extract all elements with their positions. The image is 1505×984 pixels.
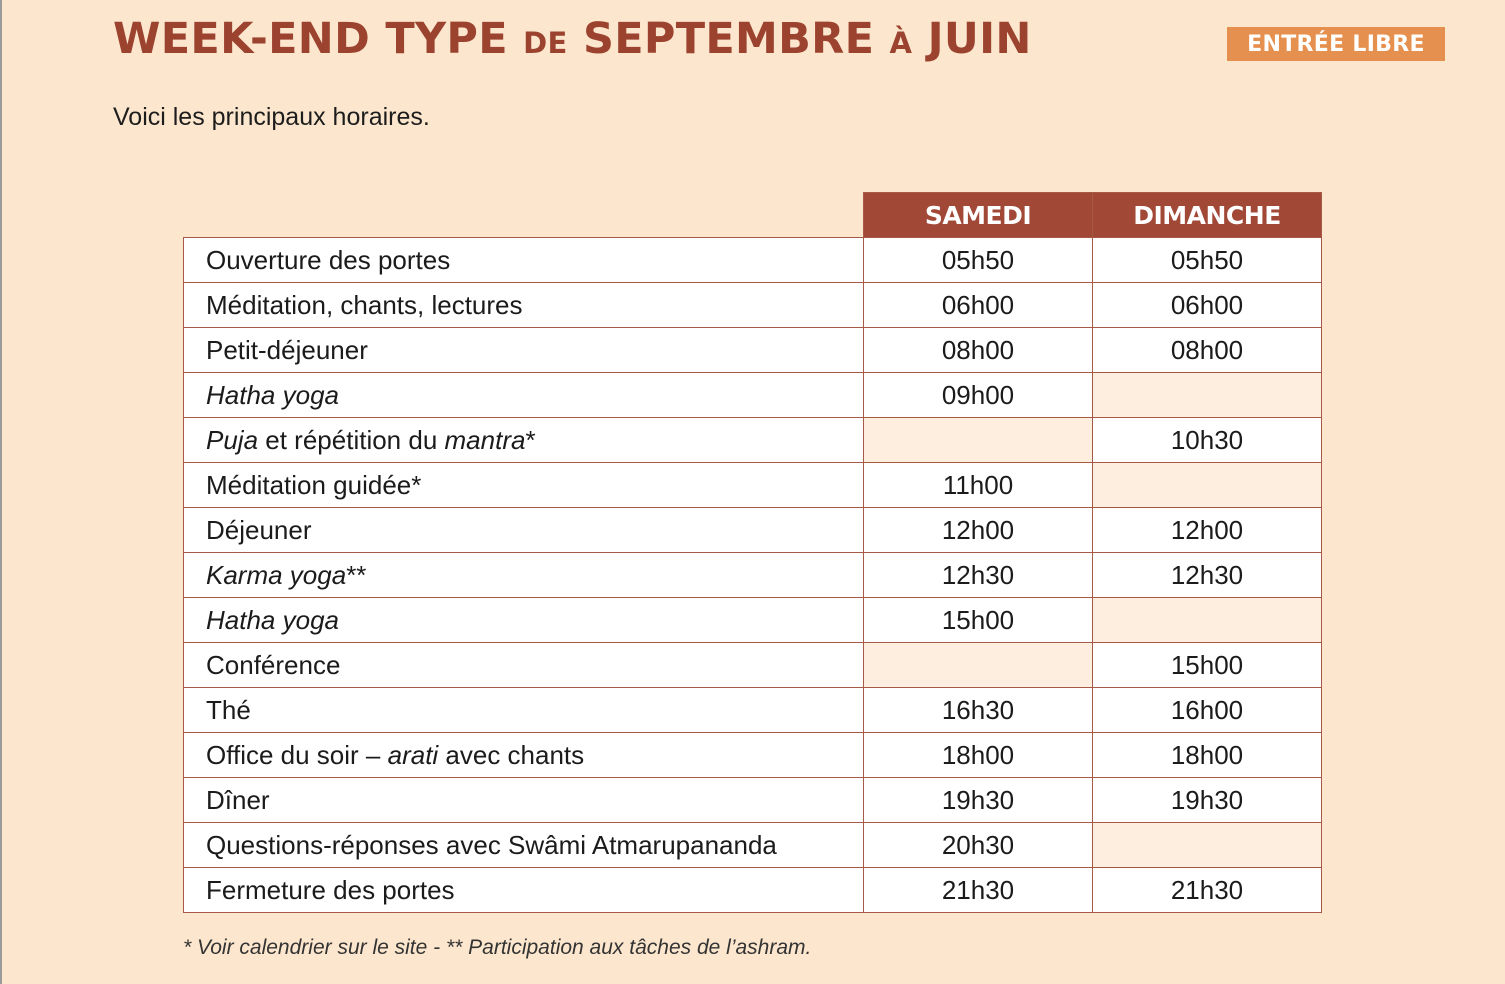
- schedule-table: [183, 192, 1322, 913]
- activity-text: Déjeuner: [206, 514, 312, 545]
- activity-text: Office du soir –: [206, 739, 388, 770]
- schedule-body: [184, 238, 1322, 913]
- sunday-time-cell: [1093, 598, 1322, 643]
- sunday-time-cell: 05h50: [1093, 238, 1322, 283]
- saturday-time-cell: 09h00: [864, 373, 1093, 418]
- activity-cell: [184, 643, 864, 688]
- page-edge: [0, 0, 2, 984]
- saturday-time-cell: 05h50: [864, 238, 1093, 283]
- table-row: [184, 598, 1322, 643]
- activity-cell: [184, 868, 864, 913]
- activity-text: Conférence: [206, 649, 341, 680]
- col-header-saturday: SAMEDI: [864, 193, 1093, 238]
- table-row: [184, 823, 1322, 868]
- title-part-4: À: [889, 26, 913, 60]
- title-part-1: WEEK-END TYPE: [113, 14, 508, 64]
- free-entry-badge: ENTRÉE LIBRE: [1227, 27, 1445, 61]
- activity-text: Méditation guidée*: [206, 469, 422, 500]
- activity-cell: [184, 778, 864, 823]
- table-row: [184, 418, 1322, 463]
- sunday-time-cell: 06h00: [1093, 283, 1322, 328]
- activity-cell: [184, 238, 864, 283]
- saturday-time-cell: 12h30: [864, 553, 1093, 598]
- sunday-time-cell: 12h30: [1093, 553, 1322, 598]
- activity-text: Thé: [206, 694, 251, 725]
- table-row: [184, 643, 1322, 688]
- activity-cell: [184, 418, 864, 463]
- table-row: [184, 463, 1322, 508]
- sunday-time-cell: 18h00: [1093, 733, 1322, 778]
- activity-text: mantra: [444, 424, 526, 455]
- saturday-time-cell: 19h30: [864, 778, 1093, 823]
- table-row: [184, 328, 1322, 373]
- activity-text: Fermeture des portes: [206, 874, 455, 905]
- saturday-time-cell: [864, 418, 1093, 463]
- activity-text: Ouverture des portes: [206, 244, 451, 275]
- saturday-time-cell: 15h00: [864, 598, 1093, 643]
- activity-text: Puja: [206, 424, 259, 455]
- footnote: * Voir calendrier sur le site - ** Participation aux tâches de l’ashram.: [183, 936, 812, 959]
- table-row: [184, 778, 1322, 823]
- saturday-time-cell: 20h30: [864, 823, 1093, 868]
- activity-text: et répétition du: [258, 424, 445, 455]
- activity-text: **: [346, 559, 367, 590]
- sunday-time-cell: [1093, 373, 1322, 418]
- saturday-time-cell: 18h00: [864, 733, 1093, 778]
- sunday-time-cell: 21h30: [1093, 868, 1322, 913]
- table-row: [184, 238, 1322, 283]
- sunday-time-cell: [1093, 823, 1322, 868]
- activity-cell: [184, 553, 864, 598]
- sunday-time-cell: 12h00: [1093, 508, 1322, 553]
- intro-text: Voici les principaux horaires.: [113, 103, 430, 131]
- activity-text: Petit-déjeuner: [206, 334, 368, 365]
- sunday-time-cell: 15h00: [1093, 643, 1322, 688]
- title-part-2: DE: [523, 26, 568, 60]
- table-row: [184, 508, 1322, 553]
- page-title: [113, 14, 1032, 66]
- activity-cell: [184, 283, 864, 328]
- activity-text: Hatha yoga: [206, 604, 339, 635]
- activity-text: Karma yoga: [206, 559, 347, 590]
- table-header-row: [184, 193, 1322, 238]
- saturday-time-cell: 08h00: [864, 328, 1093, 373]
- title-part-3: SEPTEMBRE: [582, 14, 875, 64]
- title-part-5: JUIN: [927, 14, 1032, 64]
- activity-text: *: [525, 424, 536, 455]
- table-row: [184, 553, 1322, 598]
- saturday-time-cell: 21h30: [864, 868, 1093, 913]
- activity-cell: [184, 463, 864, 508]
- sunday-time-cell: 08h00: [1093, 328, 1322, 373]
- activity-text: avec chants: [438, 739, 585, 770]
- activity-cell: [184, 598, 864, 643]
- sunday-time-cell: [1093, 463, 1322, 508]
- table-row: [184, 733, 1322, 778]
- table-row: [184, 373, 1322, 418]
- header-corner-cell: [184, 193, 864, 238]
- saturday-time-cell: 06h00: [864, 283, 1093, 328]
- activity-text: Dîner: [206, 784, 270, 815]
- saturday-time-cell: 11h00: [864, 463, 1093, 508]
- activity-cell: [184, 823, 864, 868]
- saturday-time-cell: 12h00: [864, 508, 1093, 553]
- table-row: [184, 868, 1322, 913]
- activity-cell: [184, 328, 864, 373]
- table-row: [184, 688, 1322, 733]
- sunday-time-cell: 19h30: [1093, 778, 1322, 823]
- saturday-time-cell: 16h30: [864, 688, 1093, 733]
- sunday-time-cell: 16h00: [1093, 688, 1322, 733]
- col-header-sunday: DIMANCHE: [1093, 193, 1322, 238]
- activity-cell: [184, 688, 864, 733]
- table-row: [184, 283, 1322, 328]
- activity-text: Hatha yoga: [206, 379, 339, 410]
- activity-cell: [184, 373, 864, 418]
- activity-text: Méditation, chants, lectures: [206, 289, 523, 320]
- activity-text: arati: [387, 739, 439, 770]
- activity-cell: [184, 508, 864, 553]
- activity-text: Questions-réponses avec Swâmi Atmarupananda: [206, 829, 777, 860]
- saturday-time-cell: [864, 643, 1093, 688]
- activity-cell: [184, 733, 864, 778]
- sunday-time-cell: 10h30: [1093, 418, 1322, 463]
